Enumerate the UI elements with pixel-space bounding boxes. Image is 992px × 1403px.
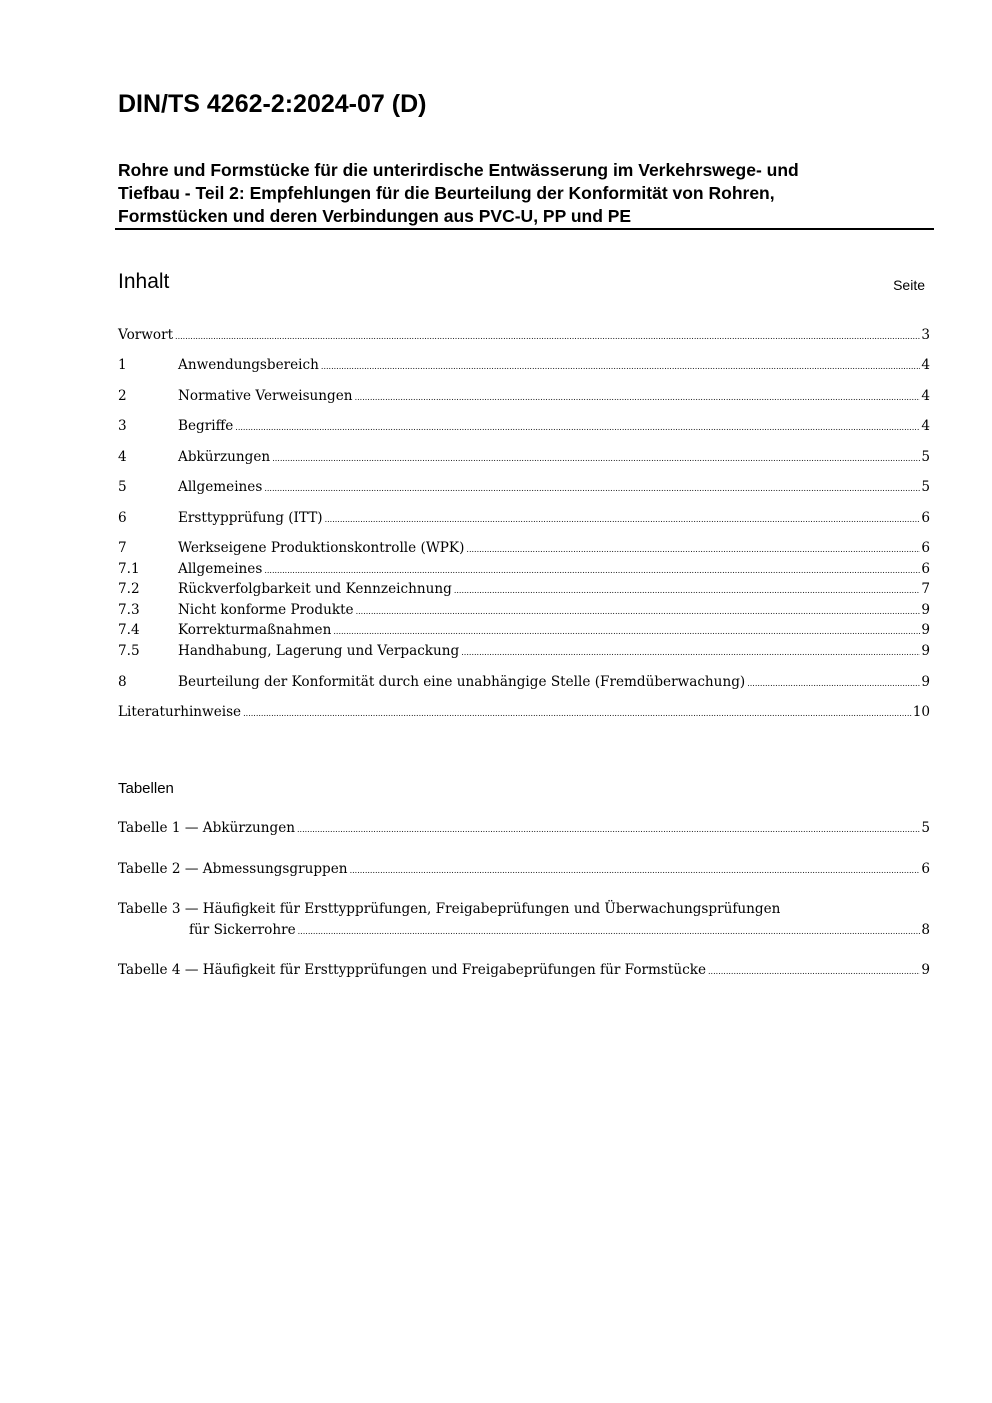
toc-entry-page: 10 xyxy=(912,704,930,720)
toc-entry-page: 4 xyxy=(921,357,930,373)
table-entry-text: Tabelle 2 — Abmessungsgruppen xyxy=(118,861,348,877)
dot-leader xyxy=(466,539,920,559)
dot-leader xyxy=(350,860,921,880)
toc-entry-text: Allgemeines xyxy=(178,479,263,495)
toc-entry-number: 7.2 xyxy=(118,581,140,597)
table-entry-3[interactable] xyxy=(118,899,930,942)
toc-entry-number: 1 xyxy=(118,357,127,373)
toc-entry-7-2[interactable] xyxy=(118,580,930,600)
table-entry-text-cont: für Sickerrohre xyxy=(189,922,296,938)
table-entry-2[interactable] xyxy=(118,860,930,880)
toc-entry-text: Korrekturmaßnahmen xyxy=(178,622,332,638)
toc-entry-5[interactable] xyxy=(118,478,930,498)
toc-entry-number: 7.4 xyxy=(118,622,140,638)
toc-entry-7[interactable] xyxy=(118,539,930,559)
toc-entry-7-1[interactable] xyxy=(118,560,930,580)
toc-entry-text: Nicht konforme Produkte xyxy=(178,602,354,618)
table-entry-continuation xyxy=(118,920,930,942)
dot-leader xyxy=(461,642,920,662)
toc-entry-8[interactable] xyxy=(118,673,930,693)
toc-entry-4[interactable] xyxy=(118,448,930,468)
toc-entry-page: 6 xyxy=(921,510,930,526)
toc-entry-6[interactable] xyxy=(118,509,930,529)
dot-leader xyxy=(356,601,921,621)
title-line: Tiefbau - Teil 2: Empfehlungen für die Beurteilung der Konformität von Rohren, xyxy=(118,183,775,203)
toc-entry-page: 7 xyxy=(921,581,930,597)
table-entry-text: Tabelle 3 — Häufigkeit für Ersttypprüfungen, Freigabeprüfungen und Überwachungsprüfungen xyxy=(118,901,781,917)
toc-entry-vorwort[interactable] xyxy=(118,326,930,346)
tables-heading: Tabellen xyxy=(118,780,174,797)
dot-leader xyxy=(272,448,920,468)
dot-leader xyxy=(297,819,920,839)
dot-leader xyxy=(298,920,921,942)
toc-entry-number: 7.1 xyxy=(118,561,140,577)
dot-leader xyxy=(333,621,920,641)
title-line: Formstücken und deren Verbindungen aus PVC-U, PP und PE xyxy=(118,206,632,226)
toc-entry-7-3[interactable] xyxy=(118,601,930,621)
toc-entry-number: 7.3 xyxy=(118,602,140,618)
toc-entry-page: 9 xyxy=(921,622,930,638)
toc-entry-page: 6 xyxy=(921,561,930,577)
toc-entry-3[interactable] xyxy=(118,417,930,437)
toc-entry-text: Normative Verweisungen xyxy=(178,388,353,404)
toc-entry-page: 4 xyxy=(921,418,930,434)
toc-entry-text: Allgemeines xyxy=(178,561,263,577)
toc-entry-page: 9 xyxy=(921,643,930,659)
toc-entry-text: Anwendungsbereich xyxy=(178,357,319,373)
toc-entry-page: 5 xyxy=(921,449,930,465)
toc-entry-text: Vorwort xyxy=(118,327,174,343)
toc-entry-page: 5 xyxy=(921,479,930,495)
table-entry-4[interactable] xyxy=(118,961,930,981)
dot-leader xyxy=(264,478,920,498)
table-entry-text: Tabelle 1 — Abkürzungen xyxy=(118,820,295,836)
toc-entry-text: Werkseigene Produktionskontrolle (WPK) xyxy=(178,540,465,556)
toc-entry-page: 9 xyxy=(921,674,930,690)
page-column-label: Seite xyxy=(893,277,925,293)
toc-entry-number: 3 xyxy=(118,418,127,434)
toc-entry-number: 4 xyxy=(118,449,127,465)
table-entry-1[interactable] xyxy=(118,819,930,839)
toc-entry-number: 7.5 xyxy=(118,643,140,659)
document-id: DIN/TS 4262-2:2024-07 (D) xyxy=(118,90,427,118)
title-divider xyxy=(115,228,934,230)
toc-entry-2[interactable] xyxy=(118,387,930,407)
dot-leader xyxy=(243,703,912,723)
dot-leader xyxy=(175,326,920,346)
toc-entry-number: 5 xyxy=(118,479,127,495)
toc-entry-page: 4 xyxy=(921,388,930,404)
toc-entry-number: 7 xyxy=(118,540,127,556)
dot-leader xyxy=(747,673,920,693)
dot-leader xyxy=(708,961,920,981)
document-title xyxy=(118,159,908,228)
toc-entry-7-5[interactable] xyxy=(118,642,930,662)
table-entry-page: 6 xyxy=(921,861,930,877)
dot-leader xyxy=(325,509,921,529)
table-entry-page: 8 xyxy=(921,922,930,938)
toc-entry-number: 6 xyxy=(118,510,127,526)
toc-entry-number: 2 xyxy=(118,388,127,404)
toc-entry-7-4[interactable] xyxy=(118,621,930,641)
dot-leader xyxy=(454,580,921,600)
toc-entry-text: Begriffe xyxy=(178,418,234,434)
toc-entry-1[interactable] xyxy=(118,356,930,376)
table-entry-page: 9 xyxy=(921,962,930,978)
toc-entry-literaturhinweise[interactable] xyxy=(118,703,930,723)
toc-entry-text: Literaturhinweise xyxy=(118,704,242,720)
table-entry-text: Tabelle 4 — Häufigkeit für Ersttypprüfungen und Freigabeprüfungen für Formstücke xyxy=(118,962,707,978)
dot-leader xyxy=(355,387,921,407)
toc-entry-text: Abkürzungen xyxy=(178,449,271,465)
toc-heading: Inhalt xyxy=(118,270,170,293)
toc-entry-text: Ersttypprüfung (ITT) xyxy=(178,510,323,526)
toc-entry-page: 3 xyxy=(921,327,930,343)
table-entry-page: 5 xyxy=(921,820,930,836)
toc-entry-text: Beurteilung der Konformität durch eine unabhängige Stelle (Fremdüberwachung) xyxy=(178,674,746,690)
toc-entry-text: Handhabung, Lagerung und Verpackung xyxy=(178,643,460,659)
toc-entry-page: 9 xyxy=(921,602,930,618)
toc-entry-number: 8 xyxy=(118,674,127,690)
title-line: Rohre und Formstücke für die unterirdische Entwässerung im Verkehrswege- und xyxy=(118,160,799,180)
toc-entry-text: Rückverfolgbarkeit und Kennzeichnung xyxy=(178,581,452,597)
toc-entry-page: 6 xyxy=(921,540,930,556)
dot-leader xyxy=(321,356,920,376)
dot-leader xyxy=(264,560,920,580)
dot-leader xyxy=(235,417,920,437)
